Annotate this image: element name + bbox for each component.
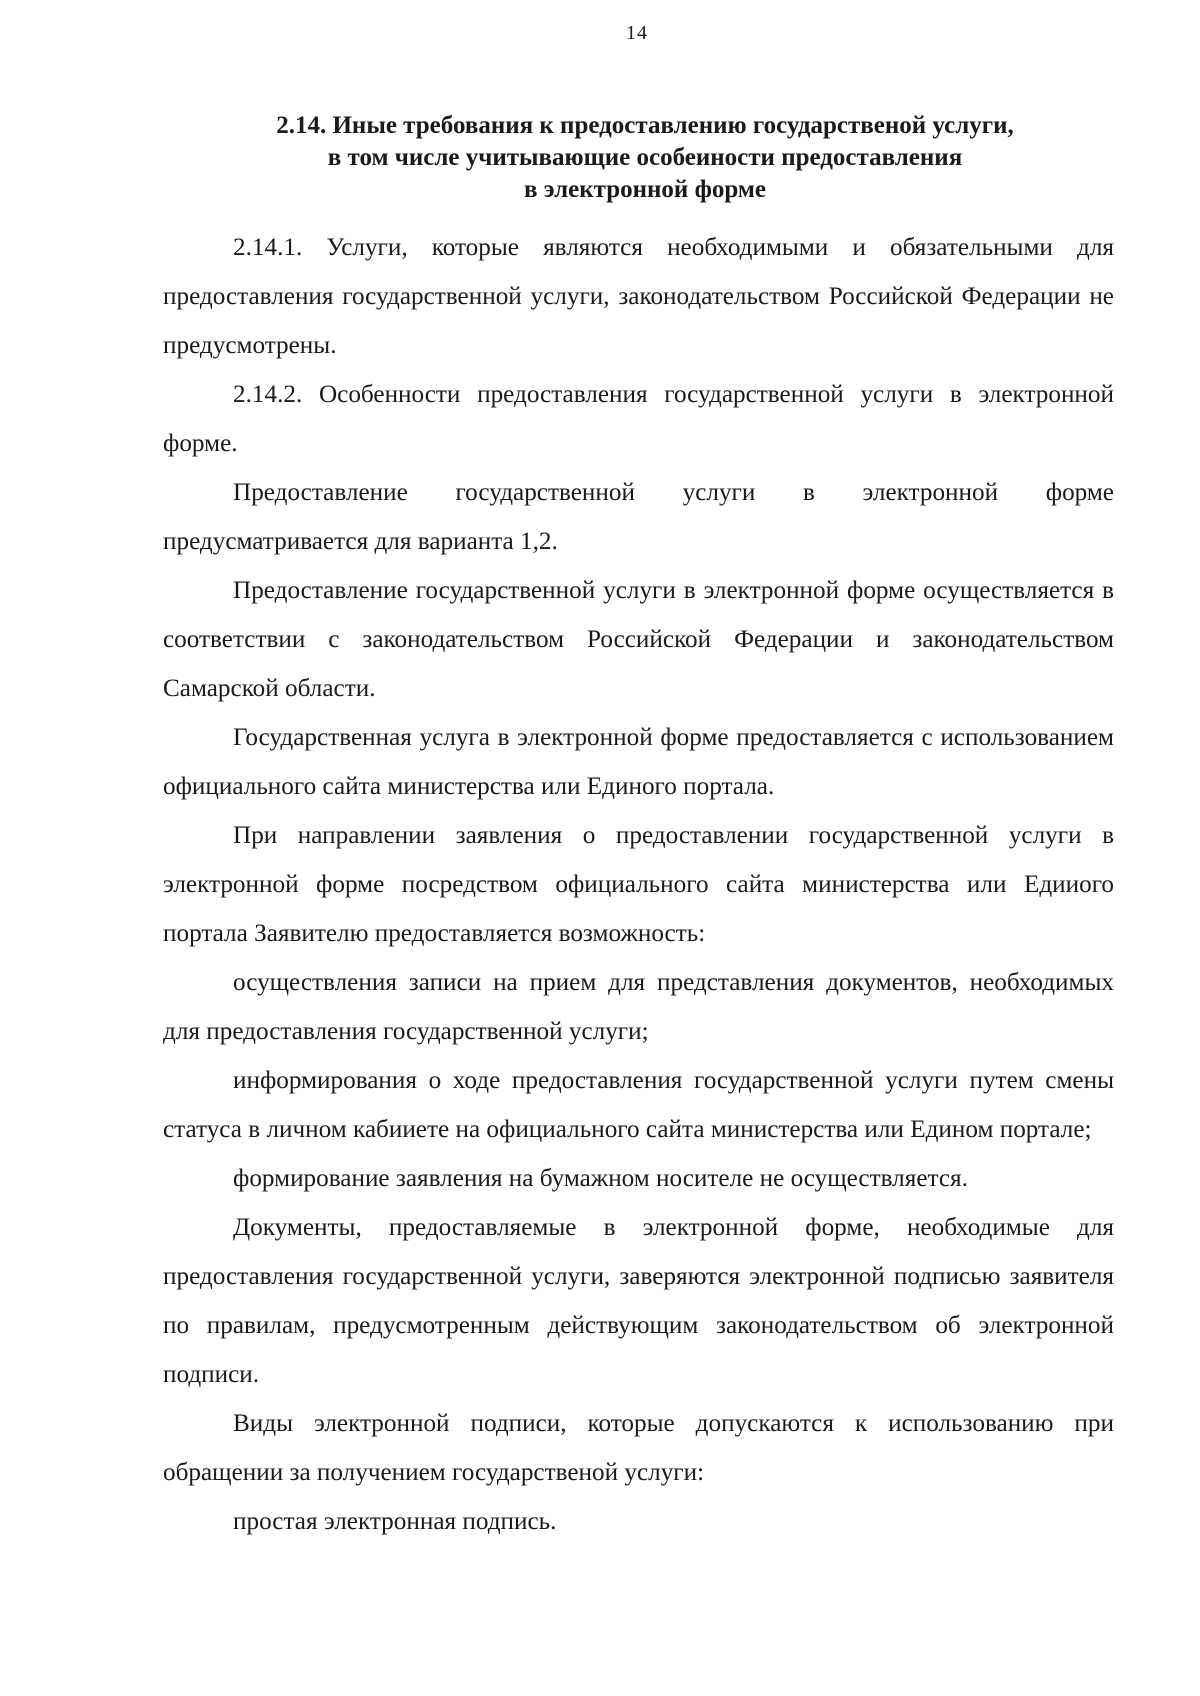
list-item-paper: формирование заявления на бумажном носителе не осуществляется.: [233, 1165, 968, 1192]
heading-line-1: 2.14. Иные требования к предоставлению государственой услуги,: [276, 112, 1014, 139]
paragraph-portal: Государственная услуга в электронной форме предоставляется с использованием официального сайта министерства или Единого портала.: [163, 724, 1114, 800]
heading-line-2: в том числе учитывающие особеиности предоставления: [327, 144, 963, 171]
paragraph-signature-types: Виды электронной подписи, которые допускаются к использованию при обращении за получением государственой услуги:: [163, 1410, 1114, 1486]
heading-line-3: в электронной форме: [523, 176, 767, 203]
paragraph-2-14-2: 2.14.2. Особенности предоставления государственной услуги в электронной форме.: [163, 381, 1114, 457]
document-body: [163, 223, 1114, 1546]
list-item-status: информирования о ходе предоставления государственной услуги путем смены статуса в личном кабииете на официального сайта министерства или Едином портале;: [163, 1067, 1114, 1143]
paragraph-signature: Документы, предоставляемые в электронной форме, необходимые для предоставления государственной услуги, заверяются электронной подписью заявителя по правилам, предусмотренным действующим законодательством об электронной подписи.: [163, 1214, 1114, 1388]
paragraph-2-14-1: 2.14.1. Услуги, которые являются необходимыми и обязательными для предоставления государственной услуги, законодательством Российской Федерации не предусмотрены.: [163, 234, 1114, 359]
section-heading: [160, 110, 1130, 206]
list-item-appointment: осуществления записи на прием для представления документов, необходимых для предоставления государственной услуги;: [163, 969, 1114, 1045]
list-item-simple-signature: простая электронная подпись.: [233, 1508, 557, 1535]
paragraph-variants: Предоставление государственной услуги в электронной форме предусматривается для варианта 1,2.: [163, 479, 1114, 555]
page-number: 14: [626, 22, 648, 44]
paragraph-legislation: Предоставление государственной услуги в электронной форме осуществляется в соответствии с законодательством Российской Федерации и законодательством Самарской области.: [163, 577, 1114, 702]
paragraph-application: При направлении заявления о предоставлении государственной услуги в электронной форме посредством официального сайта министерства или Едииого портала Заявителю предоставляется возможность:: [163, 822, 1114, 947]
